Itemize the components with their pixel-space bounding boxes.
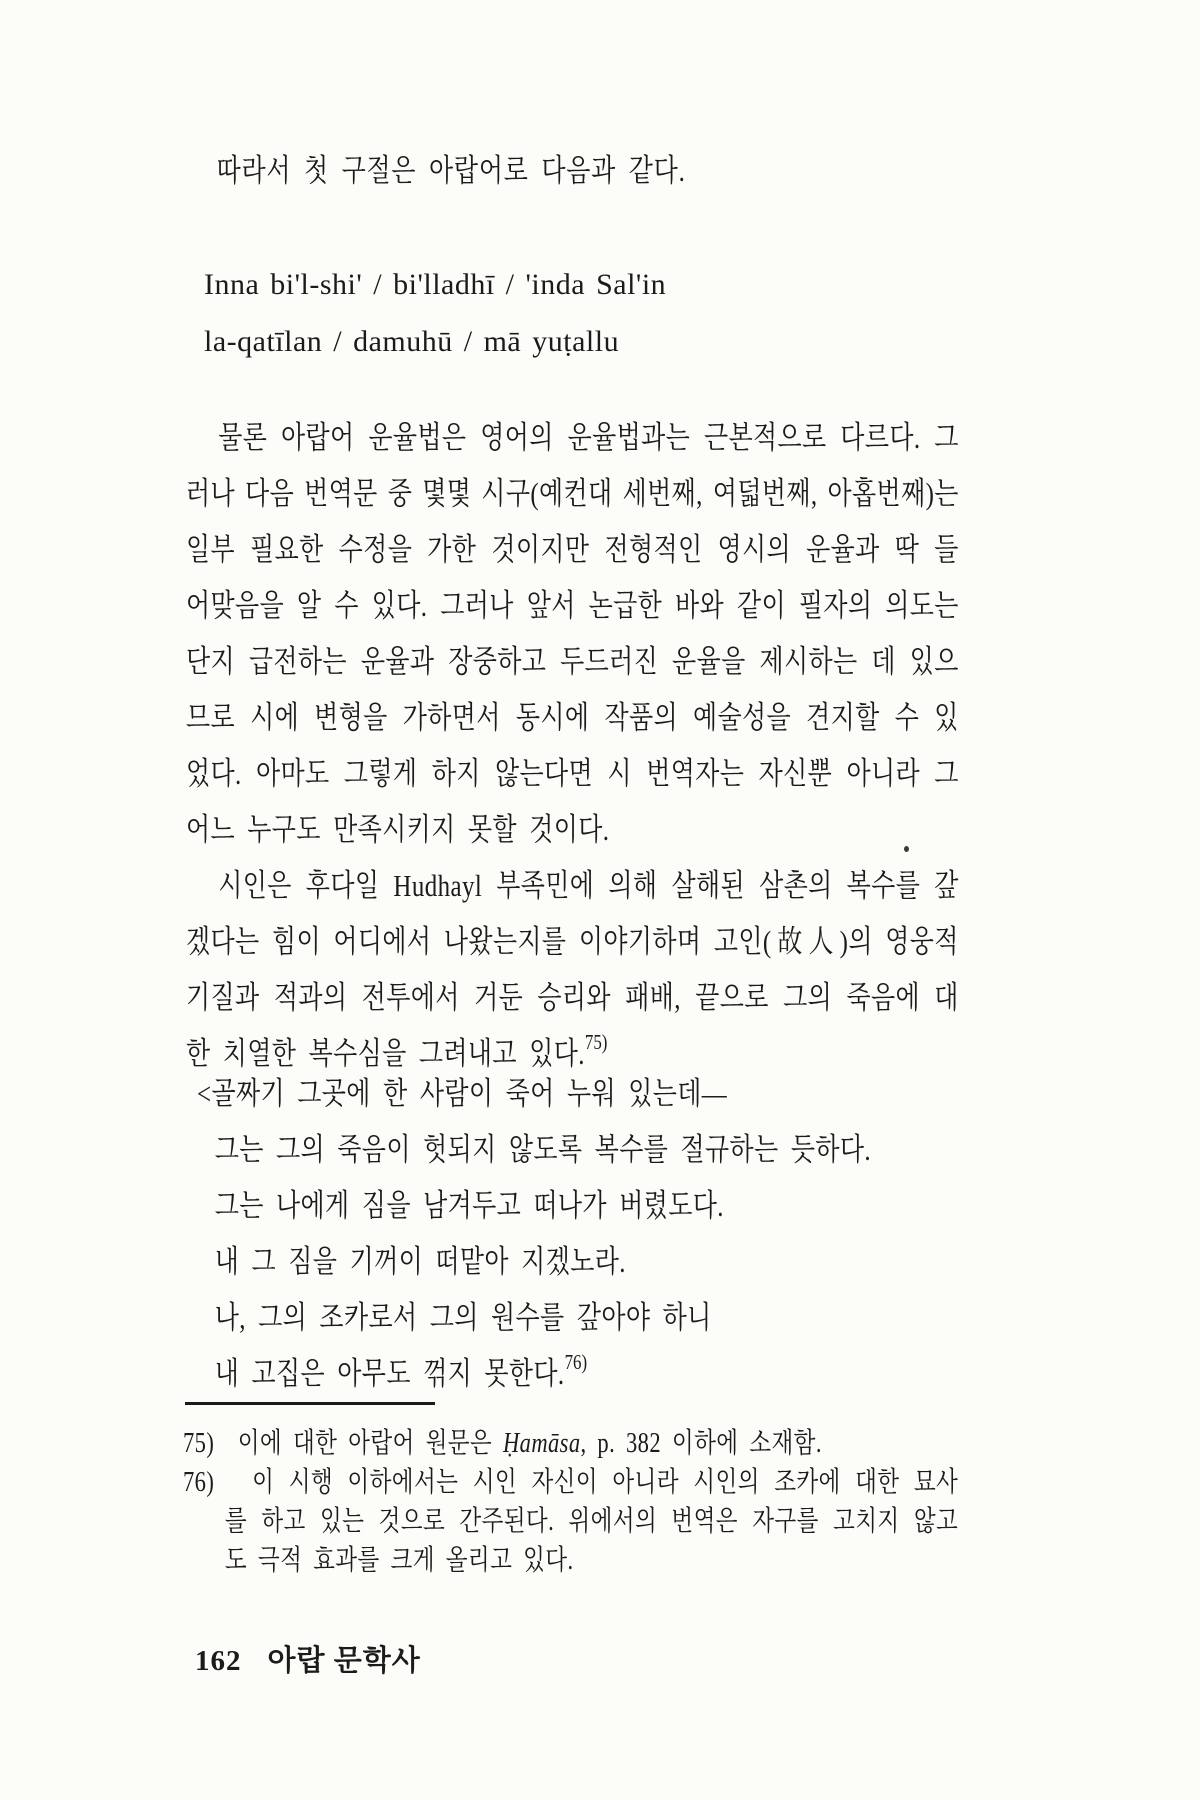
poem-line: <골짜기 그곳에 한 사람이 죽어 누워 있는데— bbox=[197, 1076, 728, 1111]
poem-line: 내 그 짐을 기꺼이 떠맡아 지겠노라. bbox=[214, 1244, 626, 1279]
text-line: 단지 급전하는 운율과 장중하고 두드러진 운율을 제시하는 데 있으 bbox=[186, 644, 959, 679]
scan-artifact-dot bbox=[904, 846, 909, 852]
text-line: 시인은 후다일 Hudhayl 부족민에 의해 살해된 삼촌의 복수를 갚 bbox=[218, 868, 959, 903]
transliteration-line-1: Inna bi'l-shi' / bi'lladhī / 'inda Sal'in bbox=[204, 268, 667, 301]
footnote-76-text: 이 시행 이하에서는 시인 자신이 아니라 시인의 조카에 대한 묘사 bbox=[252, 1467, 959, 1498]
poem-line: 그는 나에게 짐을 남겨두고 떠나가 버렸도다. bbox=[214, 1188, 724, 1223]
footnote-75-number: 75) bbox=[183, 1428, 215, 1459]
text-line: 므로 시에 변형을 가하면서 동시에 작품의 예술성을 견지할 수 있 bbox=[186, 700, 959, 735]
text-line: 겠다는 힘이 어디에서 나왔는지를 이야기하며 고인(故人)의 영웅적 bbox=[186, 924, 959, 959]
poem-line bbox=[197, 1346, 970, 1402]
intro-paragraph bbox=[186, 148, 959, 194]
poem-line: 나, 그의 조카로서 그의 원수를 갚아야 하니 bbox=[214, 1300, 712, 1335]
text-line: 기질과 적과의 전투에서 거둔 승리와 패배, 끝으로 그의 죽음에 대 bbox=[186, 980, 959, 1015]
footnote-ref-76: 76) bbox=[564, 1349, 588, 1374]
poem-line: 그는 그의 죽음이 헛되지 않도록 복수를 절규하는 듯하다. bbox=[214, 1132, 871, 1167]
footnote-75-text-end: , p. 382 이하에 소재함. bbox=[580, 1428, 822, 1459]
footnote-75-text: 이에 대한 아랍어 원문은 bbox=[237, 1428, 503, 1459]
cited-work-title: Ḥamāsa bbox=[502, 1428, 581, 1459]
page-footer bbox=[195, 1638, 421, 1679]
footnote-76-line-3: 도 극적 효과를 크게 올리고 있다. bbox=[224, 1545, 574, 1576]
text-line-end: 한 치열한 복수심을 그려내고 있다. bbox=[186, 1036, 585, 1071]
text-line: 러나 다음 번역문 중 몇몇 시구(예컨대 세번째, 여덟번째, 아홉번째)는 bbox=[186, 476, 959, 511]
footnote-76-line-2: 를 하고 있는 것으로 간주된다. 위에서의 번역은 자구를 고치지 않고 bbox=[224, 1506, 959, 1537]
poem-line-end: 내 고집은 아무도 꺾지 못한다. bbox=[214, 1356, 565, 1391]
poem-block bbox=[197, 1066, 970, 1402]
footnote-separator-rule bbox=[185, 1402, 435, 1405]
page-number: 162 bbox=[195, 1645, 242, 1677]
text-line: 었다. 아마도 그렇게 하지 않는다면 시 번역자는 자신뿐 아니라 그 bbox=[186, 756, 959, 791]
footnote-ref-75: 75) bbox=[584, 1029, 608, 1054]
text-line: 어맞음을 알 수 있다. 그러나 앞서 논급한 바와 같이 필자의 의도는 bbox=[186, 588, 959, 623]
text-line: 물론 아랍어 운율법은 영어의 운율법과는 근본적으로 다르다. 그 bbox=[218, 420, 959, 455]
footnote-76-number: 76) bbox=[183, 1467, 215, 1498]
intro-sentence: 따라서 첫 구절은 아랍어로 다음과 같다. bbox=[216, 153, 686, 188]
footnotes-block bbox=[183, 1424, 958, 1580]
book-title: 아랍 문학사 bbox=[267, 1645, 421, 1677]
transliteration-block bbox=[204, 256, 666, 370]
footnote-75 bbox=[183, 1424, 958, 1463]
text-line: 어느 누구도 만족시키지 못할 것이다. bbox=[186, 812, 610, 847]
main-text-block bbox=[186, 410, 959, 1082]
text-line: 일부 필요한 수정을 가한 것이지만 전형적인 영시의 운율과 딱 들 bbox=[186, 532, 959, 567]
transliteration-line-2: la-qatīlan / damuhū / mā yuṭallu bbox=[204, 325, 620, 358]
footnote-76-line-1 bbox=[183, 1463, 958, 1502]
